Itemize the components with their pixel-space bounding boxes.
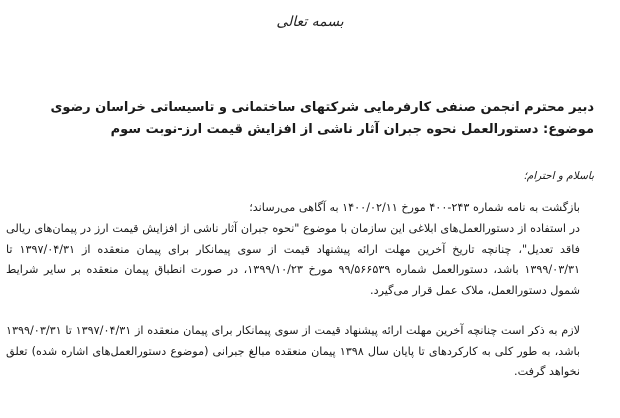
letter-greeting: باسلام و احترام؛ [523,170,594,182]
letter-recipient: دبیر محترم انجمن صنفی کارفرمایی شرکتهای ساختمانی و تاسیساتی خراسان رضوی [50,100,594,115]
letter-invocation: بسمه تعالی [276,14,344,30]
letter-subject: موضوع: دستورالعمل نحوه جبران آثار ناشی از افزایش قیمت ارز-نوبت سوم [110,122,594,137]
letter-paragraph-instruction: در استفاده از دستورالعمل‌های ابلاغی این سازمان با موضوع "نحوه جبران آثار ناشی از افزایش قیمت ارز در پیمان‌های ریالی فاقد تعدیل"، چنانچه تاریخ آخرین مهلت ارائه پیشنهاد قیمت از سوی پیمانکار برای پیمان منعقده از ۱۳۹۷/۰۴/۳۱ تا ۱۳۹۹/۰۳/۳۱ باشد، دستورالعمل شماره ۹۹/۵۶۶۵۳۹ مورخ ۱۳۹۹/۱۰/۲۳، در صورت انطباق پیمان منعقده بر سایر شرایط شمول دستورالعمل، ملاک عمل قرار می‌گیرد. [6,222,580,297]
letter-paragraph-note: لازم به ذکر است چنانچه آخرین مهلت ارائه پیشنهاد قیمت از سوی پیمانکار برای پیمان منعقده از ۱۳۹۷/۰۴/۳۱ تا ۱۳۹۹/۰۳/۳۱ باشد، به طور کلی به کارکردهای تا پایان سال ۱۳۹۸ پیمان منعقده مبالغ جبرانی (موضوع دستورالعمل‌های اشاره شده) تعلق نخواهد گرفت. [6,324,580,378]
letter-paragraph-reference: بازگشت به نامه شماره ۲۴۳-۴۰۰ مورخ ۱۴۰۰/۰۲/۱۱ به آگاهی می‌رساند؛ [249,201,580,214]
